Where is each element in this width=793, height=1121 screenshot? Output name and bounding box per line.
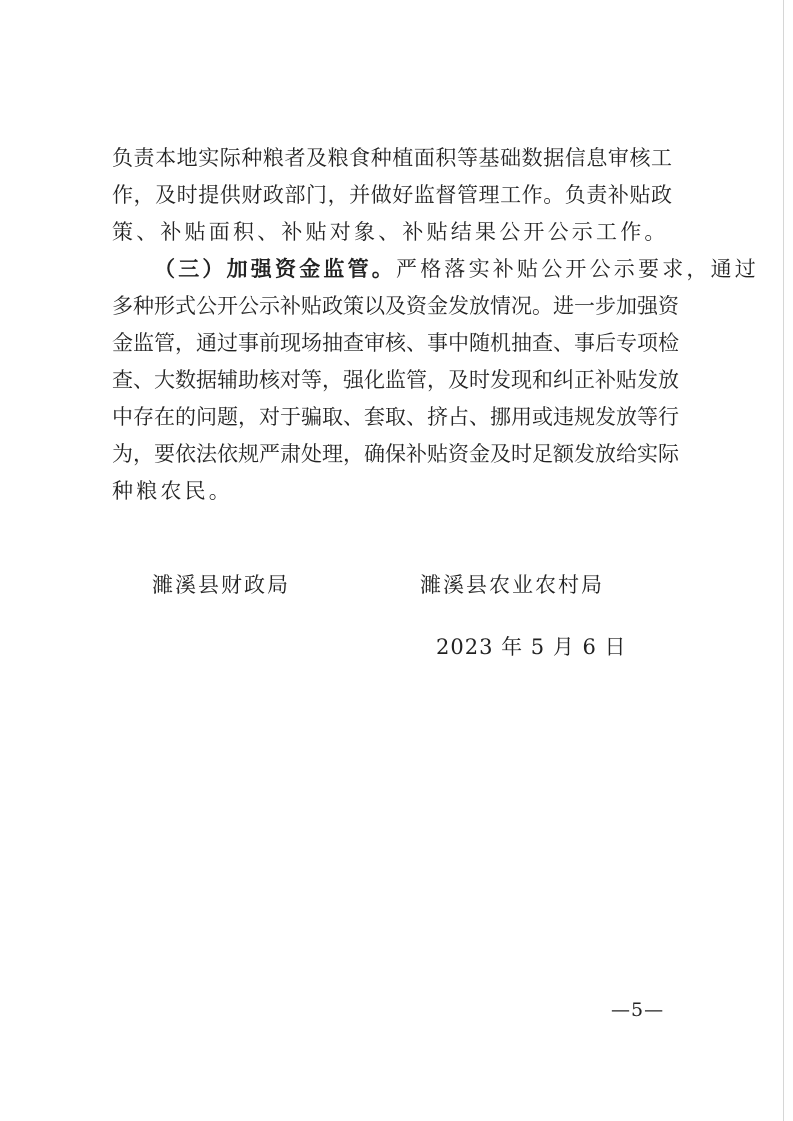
paragraph-heading-line	[112, 251, 759, 288]
paragraph-line: 负责本地实际种粮者及粮食种植面积等基础数据信息审核工	[112, 146, 672, 170]
paragraph-line: 多种形式公开公示补贴政策以及资金发放情况。进一步加强资	[112, 294, 679, 318]
signature-agriculture-bureau: 濉溪县农业农村局	[420, 573, 604, 597]
paragraph-line: 金监管，通过事前现场抽查审核、事中随机抽查、事后专项检	[112, 331, 679, 355]
paragraph-line: 作，及时提供财政部门，并做好监督管理工作。负责补贴政	[112, 183, 672, 207]
paragraph-line: 为，要依法依规严肃处理，确保补贴资金及时足额发放给实际	[112, 442, 679, 466]
signature-finance-bureau: 濉溪县财政局	[152, 573, 290, 597]
body-text	[112, 140, 759, 510]
page-number: —5—	[611, 999, 665, 1021]
document-date: 2023 年 5 月 6 日	[436, 635, 627, 659]
scan-edge-line	[783, 0, 784, 1121]
paragraph-line: 种粮农民。	[112, 479, 233, 503]
paragraph-line: 策、补贴面积、补贴对象、补贴结果公开公示工作。	[112, 220, 669, 244]
paragraph-text: 严格落实补贴公开公示要求，通过	[396, 257, 759, 281]
paragraph-line: 中存在的问题，对于骗取、套取、挤占、挪用或违规发放等行	[112, 405, 679, 429]
paragraph-line: 查、大数据辅助核对等，强化监管，及时发现和纠正补贴发放	[112, 368, 679, 392]
section-heading: （三）加强资金监管。	[154, 257, 396, 281]
